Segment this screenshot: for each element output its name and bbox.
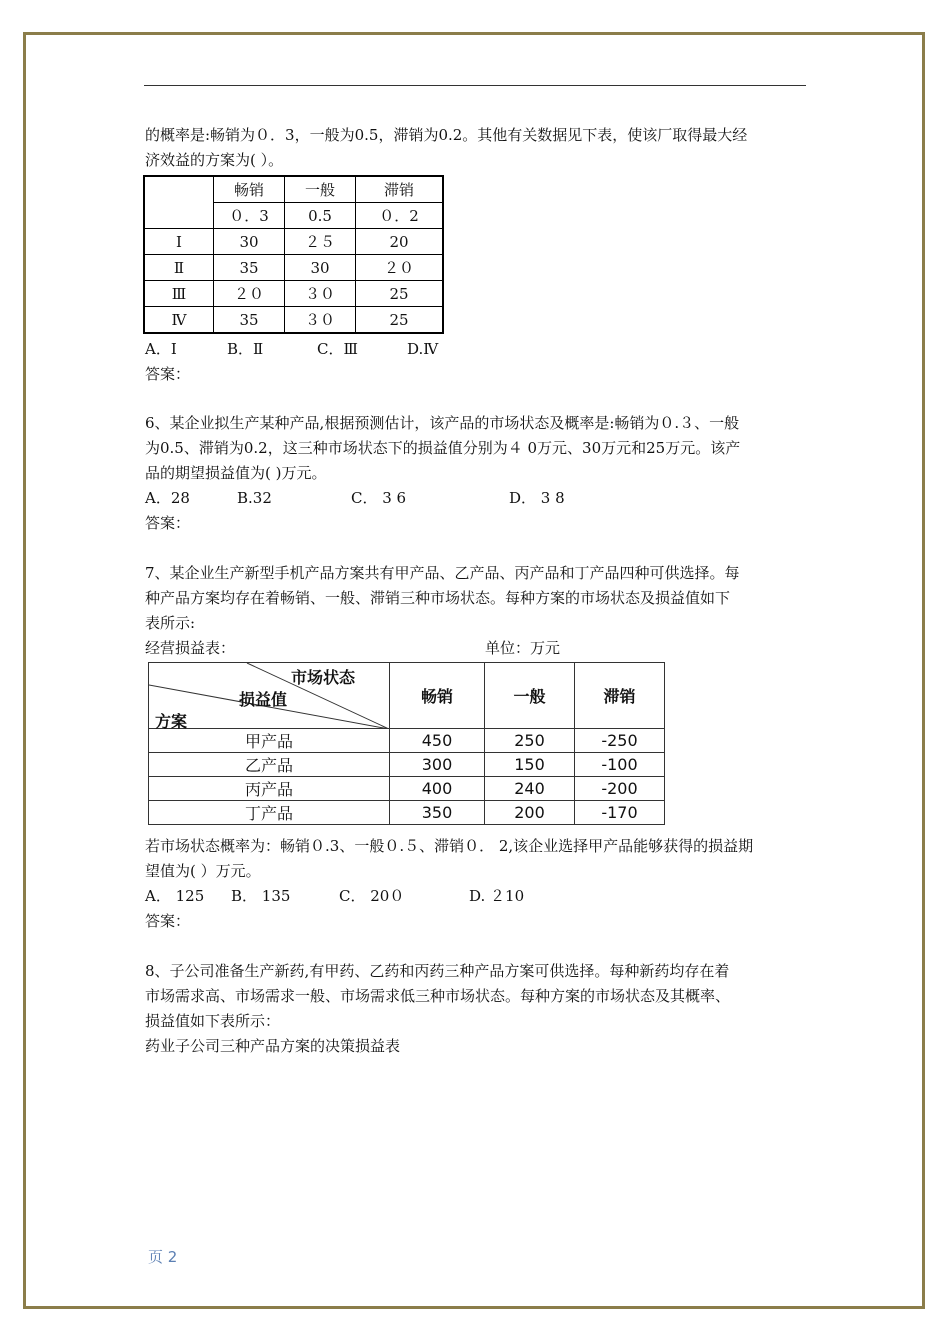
q6-text	[145, 411, 807, 536]
table-row	[149, 729, 665, 753]
q5-cell: ２０	[356, 255, 444, 281]
q7-line-1: 7、某企业生产新型手机产品方案共有甲产品、乙产品、丙产品和丁产品四种可供选择。每	[145, 564, 740, 582]
q5-cell: ２５	[285, 229, 356, 255]
q8-text	[145, 959, 807, 1059]
table-row	[149, 753, 665, 777]
q6-answer: 答案：	[145, 514, 191, 532]
q5-answer: 答案：	[145, 365, 191, 383]
q5-prob-3: ０．2	[356, 203, 444, 229]
q6-option-b: B.32	[237, 489, 272, 507]
q5-cell: 20	[356, 229, 444, 255]
q5-cell: ３０	[285, 281, 356, 307]
q5-option-d: D.Ⅳ	[407, 340, 439, 358]
q7-option-d: D. ２10	[469, 887, 525, 905]
q7-cell: -170	[575, 801, 665, 825]
table-row	[144, 255, 443, 281]
q7-table-title: 经营损益表：	[145, 639, 236, 657]
q5-options-block	[145, 337, 807, 387]
q5-option-c: C．Ⅲ	[317, 340, 358, 358]
q5-header-2: 一般	[285, 176, 356, 203]
q5-cell: 30	[214, 229, 285, 255]
q7-cell: 350	[390, 801, 485, 825]
q7-header-2: 一般	[485, 663, 575, 729]
q6-options	[145, 486, 807, 511]
q7-followup	[145, 834, 807, 934]
table-row	[144, 281, 443, 307]
q7-answer: 答案：	[145, 912, 191, 930]
q7-after-1: 若市场状态概率为：畅销０.3、一般０.５、滞销０． 2,该企业选择甲产品能够获得的损益期	[145, 837, 754, 855]
q7-cell: 300	[390, 753, 485, 777]
q5-prob-1: ０．3	[214, 203, 285, 229]
q7-cell: 250	[485, 729, 575, 753]
header-rule	[144, 85, 806, 86]
q7-cell: 400	[390, 777, 485, 801]
q5-cell: ２０	[214, 281, 285, 307]
q5-text	[145, 123, 807, 173]
q5-row-name: Ⅲ	[144, 281, 214, 307]
table-row	[149, 801, 665, 825]
q7-cell: 200	[485, 801, 575, 825]
q5-cell: 25	[356, 281, 444, 307]
q7-row-name: 甲产品	[149, 729, 390, 753]
q5-option-b: B．Ⅱ	[227, 340, 264, 358]
q5-row-name: Ⅳ	[144, 307, 214, 334]
q7-cell: -250	[575, 729, 665, 753]
q8-line-4: 药业子公司三种产品方案的决策损益表	[145, 1037, 401, 1055]
q5-cell: ３０	[285, 307, 356, 334]
q6-line-1: 6、某企业拟生产某种产品,根据预测估计，该产品的市场状态及概率是:畅销为０.３、一般	[145, 414, 740, 432]
q8-line-2: 市场需求高、市场需求一般、市场需求低三种市场状态。每种方案的市场状态及其概率、	[145, 987, 731, 1005]
q7-table-unit: 单位：万元	[485, 639, 561, 657]
q8-line-1: 8、子公司准备生产新药,有甲药、乙药和丙药三种产品方案可供选择。每种新药均存在着	[145, 962, 730, 980]
table-row	[144, 229, 443, 255]
q6-option-a: A．28	[145, 489, 190, 507]
q7-cell: 150	[485, 753, 575, 777]
q5-cell: 35	[214, 255, 285, 281]
q5-options	[145, 337, 807, 362]
table-row	[149, 777, 665, 801]
q5-prob-2: 0.5	[285, 203, 356, 229]
q7-corner-mid: 损益值	[239, 690, 288, 709]
q7-option-b: B． 135	[231, 887, 291, 905]
q7-row-name: 丁产品	[149, 801, 390, 825]
page-number: 页 2	[148, 1248, 178, 1266]
q7-option-a: A． 125	[145, 887, 205, 905]
q7-line-2: 种产品方案均存在着畅销、一般、滞销三种市场状态。每种方案的市场状态及损益值如下	[145, 589, 731, 607]
q5-line-1: 的概率是:畅销为０．3，一般为0.5，滞销为0.2。其他有关数据见下表，使该厂取得最大经	[145, 126, 748, 144]
q5-table	[143, 175, 444, 334]
q6-option-c: C． 3 6	[351, 489, 407, 507]
q7-cell: 450	[390, 729, 485, 753]
q7-text	[145, 561, 807, 661]
q7-line-3: 表所示:	[145, 614, 196, 632]
q5-option-a: A．I	[145, 340, 177, 358]
q7-cell: -200	[575, 777, 665, 801]
q5-cell: 25	[356, 307, 444, 334]
q6-option-d: D． 3 8	[509, 489, 565, 507]
q8-line-3: 损益值如下表所示：	[145, 1012, 281, 1030]
q7-options	[145, 884, 807, 909]
q5-header-3: 滞销	[356, 176, 444, 203]
q7-table-corner	[149, 663, 390, 729]
q5-row-name: I	[144, 229, 214, 255]
q7-cell: -100	[575, 753, 665, 777]
q7-table-caption	[145, 636, 807, 661]
q7-corner-top: 市场状态	[291, 668, 356, 687]
q5-row-name: Ⅱ	[144, 255, 214, 281]
q5-table-corner	[144, 176, 214, 229]
q5-header-1: 畅销	[214, 176, 285, 203]
q7-header-1: 畅销	[390, 663, 485, 729]
table-row	[144, 307, 443, 334]
q7-header-3: 滞销	[575, 663, 665, 729]
q6-line-3: 品的期望损益值为( )万元。	[145, 464, 327, 482]
q7-cell: 240	[485, 777, 575, 801]
q5-cell: 35	[214, 307, 285, 334]
q7-option-c: C． 20０	[339, 887, 405, 905]
q7-corner-bottom: 方案	[155, 712, 188, 731]
q5-cell: 30	[285, 255, 356, 281]
q7-row-name: 乙产品	[149, 753, 390, 777]
q7-table	[148, 662, 665, 825]
q7-after-2: 望值为( ）万元。	[145, 862, 261, 880]
q6-line-2: 为0.5、滞销为0.2，这三种市场状态下的损益值分别为４ 0万元、30万元和25万元。该产	[145, 439, 741, 457]
q7-row-name: 丙产品	[149, 777, 390, 801]
q5-line-2: 济效益的方案为( ）。	[145, 151, 284, 169]
